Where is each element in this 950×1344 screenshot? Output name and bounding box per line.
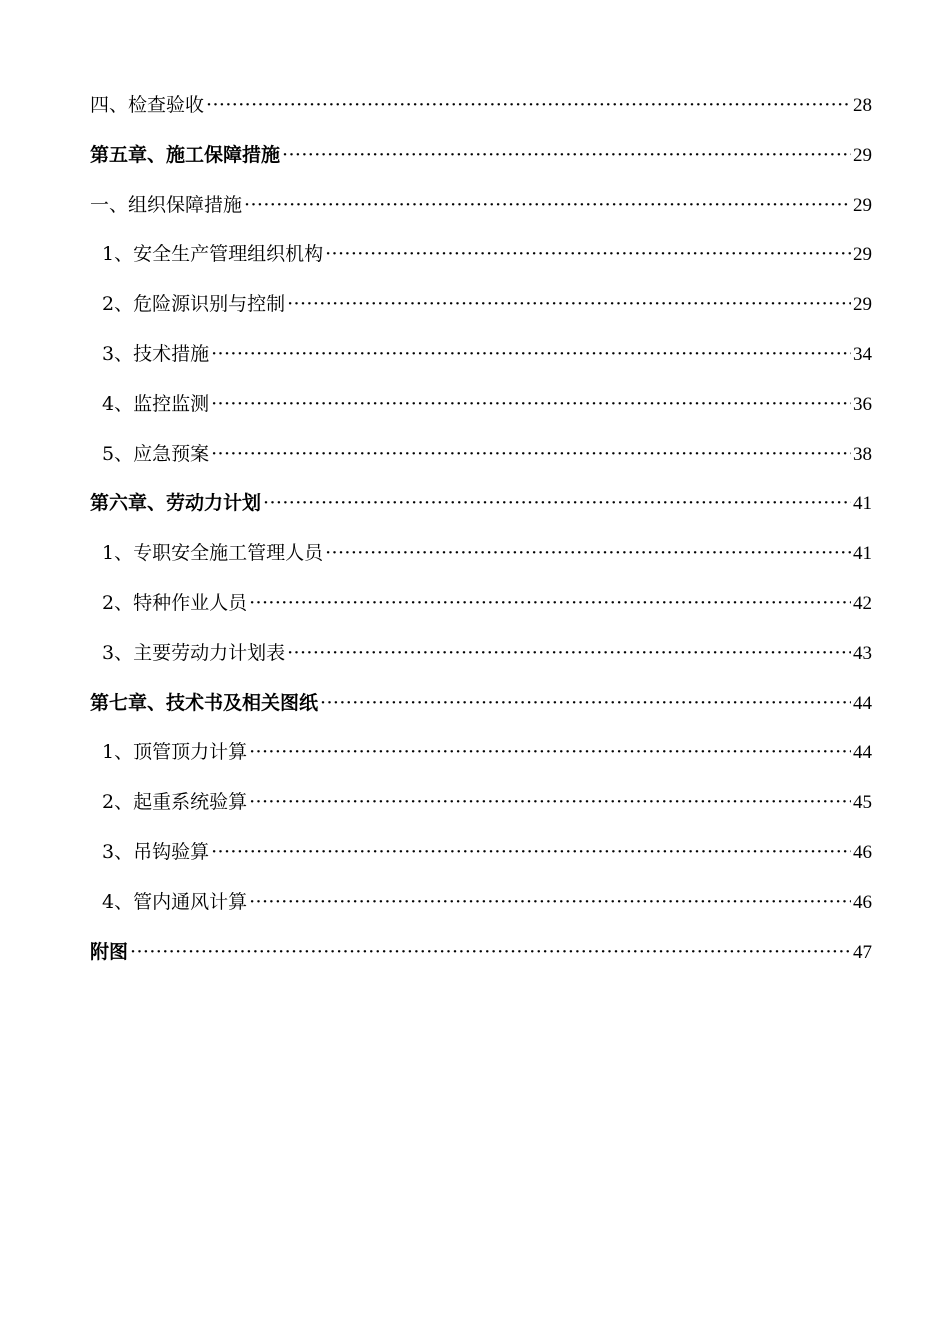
toc-entry-title: 2、特种作业人员 [102,591,248,614]
toc-entry-page: 28 [853,95,872,116]
dot-leader [130,928,851,978]
dot-leader [287,629,851,679]
dot-leader [211,430,851,480]
dot-leader [325,230,851,280]
toc-entry-title: 1、专职安全施工管理人员 [102,542,324,565]
toc-entry-title: 第五章、施工保障措施 [90,143,281,166]
toc-entry-page: 42 [853,592,872,614]
toc-entry-page: 29 [853,194,872,216]
toc-entry[interactable] [90,579,872,629]
toc-entry[interactable] [90,280,872,330]
dot-leader [249,878,851,928]
toc-entry-title: 一、组织保障措施 [90,193,243,216]
dot-leader [249,778,851,828]
dot-leader [282,131,851,181]
toc-entry[interactable] [90,778,872,828]
toc-entry-page: 34 [853,343,872,365]
toc-entry-page: 38 [853,443,872,465]
toc-entry[interactable] [90,479,872,529]
dot-leader [325,529,851,579]
dot-leader [211,380,851,430]
toc-entry[interactable] [90,330,872,380]
toc-entry[interactable] [90,430,872,480]
toc-entry-page: 46 [853,891,872,913]
toc-entry[interactable] [90,529,872,579]
toc-entry[interactable] [90,629,872,679]
dot-leader [320,679,851,729]
toc-entry-title: 3、技术措施 [102,342,210,365]
toc-entry-page: 41 [853,493,872,515]
toc-entry-title: 1、顶管顶力计算 [102,741,248,764]
dot-leader [211,330,851,380]
toc-entry-page: 46 [853,841,872,863]
toc-entry[interactable] [90,928,872,978]
toc-entry[interactable] [90,81,872,131]
toc-entry-page: 41 [853,543,872,565]
toc-entry-page: 44 [853,692,872,714]
toc-entry[interactable] [90,878,872,928]
dot-leader [287,280,851,330]
toc-entry[interactable] [90,728,872,778]
toc-entry[interactable] [90,181,872,231]
toc-entry-title: 3、吊钩验算 [102,840,210,863]
toc-entry-page: 43 [853,642,872,664]
toc-entry-title: 5、应急预案 [102,442,210,465]
toc-entry-page: 45 [853,792,872,814]
toc-entry-title: 第六章、劳动力计划 [90,492,262,515]
toc-entry-title: 2、危险源识别与控制 [102,293,286,316]
toc-entry-page: 36 [853,393,872,415]
toc-entry-page: 29 [853,144,872,166]
toc-entry-title: 1、安全生产管理组织机构 [102,243,324,266]
toc-entry[interactable] [90,828,872,878]
table-of-contents [90,81,872,977]
dot-leader [211,828,851,878]
toc-entry-title: 四、检查验收 [90,94,205,116]
toc-entry-page: 29 [853,244,872,266]
toc-entry[interactable] [90,230,872,280]
toc-entry-title: 4、监控监测 [102,392,210,415]
toc-entry[interactable] [90,679,872,729]
dot-leader [249,579,851,629]
toc-entry-page: 47 [853,941,872,963]
toc-entry-page: 29 [853,294,872,316]
toc-entry[interactable] [90,380,872,430]
dot-leader [206,81,851,131]
toc-entry-title: 第七章、技术书及相关图纸 [90,691,319,714]
dot-leader [244,181,851,231]
toc-entry-title: 3、主要劳动力计划表 [102,641,286,664]
toc-entry-title: 2、起重系统验算 [102,791,248,814]
toc-entry-title: 4、管内通风计算 [102,890,248,913]
toc-entry[interactable] [90,131,872,181]
dot-leader [263,479,851,529]
dot-leader [249,728,851,778]
toc-entry-title: 附图 [90,940,129,963]
toc-entry-page: 44 [853,742,872,764]
